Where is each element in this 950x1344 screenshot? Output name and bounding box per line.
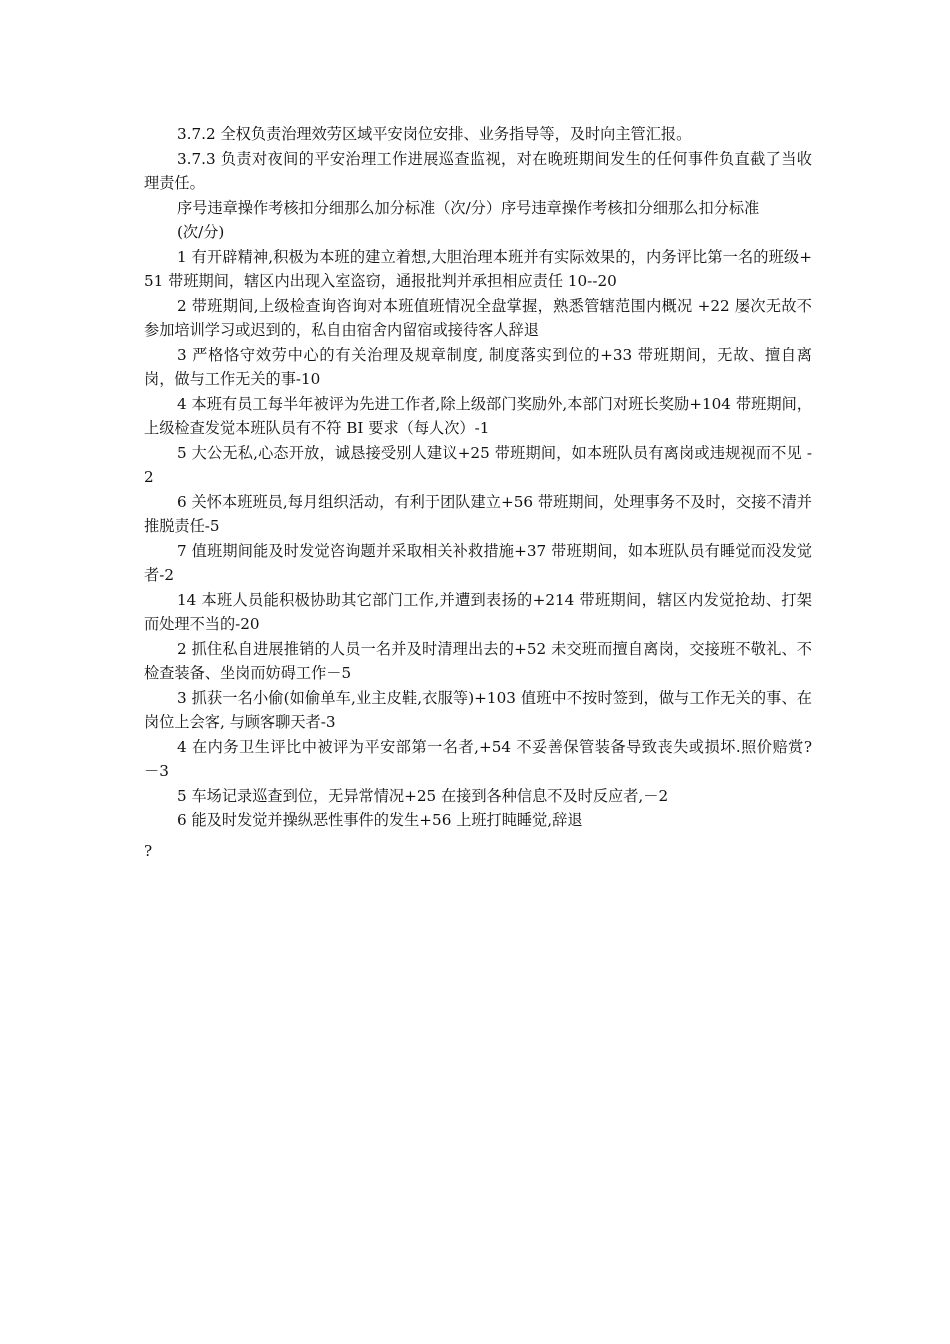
rule-item: 6 关怀本班班员,每月组织活动，有利于团队建立+56 带班期间，处理事务不及时，交接不清并推脱责任-5 [144,492,812,535]
rule-item: 5 车场记录巡查到位，无异常情况+25 在接到各种信息不及时反应者,－2 [177,786,669,805]
rule-item: 7 值班期间能及时发觉咨询题并采取相关补救措施+37 带班期间，如本班队员有睡觉而没发觉者-2 [144,541,812,584]
rule-item: 14 本班人员能积极协助其它部门工作,并遭到表扬的+214 带班期间，辖区内发觉抢劫、打架而处理不当的-20 [144,590,812,633]
table-header-line: 序号违章操作考核扣分细那么加分标准（次/分）序号违章操作考核扣分细那么扣分标准 [177,198,760,217]
document-body [144,122,812,863]
rule-item: 3 严格恪守效劳中心的有关治理及规章制度, 制度落实到位的+33 带班期间，无故、擅自离岗，做与工作无关的事-10 [144,345,812,388]
paragraph-3-7-3: 3.7.3 负责对夜间的平安治理工作进展巡查监视，对在晚班期间发生的任何事件负直截了当收理责任。 [144,149,812,192]
rule-item: 1 有开辟精神,积极为本班的建立着想,大胆治理本班并有实际效果的，内务评比第一名的班级+51 带班期间，辖区内出现入室盗窃，通报批判并承担相应责任 10--20 [144,247,812,290]
rule-item: 2 带班期间,上级检查询咨询对本班值班情况全盘掌握，熟悉管辖范围内概况 +22 屡次无故不参加培训学习或迟到的，私自由宿舍内留宿或接待客人辞退 [144,296,812,339]
trailing-mark: ? [144,841,153,860]
table-header-unit: (次/分) [177,223,225,241]
rule-item: 5 大公无私,心态开放，诚恳接受别人建议+25 带班期间，如本班队员有离岗或违规视而不见 -2 [144,443,812,486]
rule-item: 3 抓获一名小偷(如偷单车,业主皮鞋,衣服等)+103 值班中不按时签到，做与工作无关的事、在岗位上会客, 与顾客聊天者-3 [144,688,812,731]
rule-item: 4 在内务卫生评比中被评为平安部第一名者,+54 不妥善保管装备导致丧失或损坏.照价赔赏? －3 [144,737,812,780]
rule-item: 6 能及时发觉并操纵恶性事件的发生+56 上班打盹睡觉,辞退 [177,811,583,829]
paragraph-3-7-2: 3.7.2 全权负责治理效劳区域平安岗位安排、业务指导等，及时向主管汇报。 [177,125,692,143]
rule-item: 2 抓住私自进展推销的人员一名并及时清理出去的+52 未交班而擅自离岗，交接班不敬礼、不检查装备、坐岗而妨碍工作－5 [144,639,812,682]
rule-item: 4 本班有员工每半年被评为先进工作者,除上级部门奖励外,本部门对班长奖励+104 带班期间，上级检查发觉本班队员有不符 BI 要求（每人次）-1 [144,394,812,437]
